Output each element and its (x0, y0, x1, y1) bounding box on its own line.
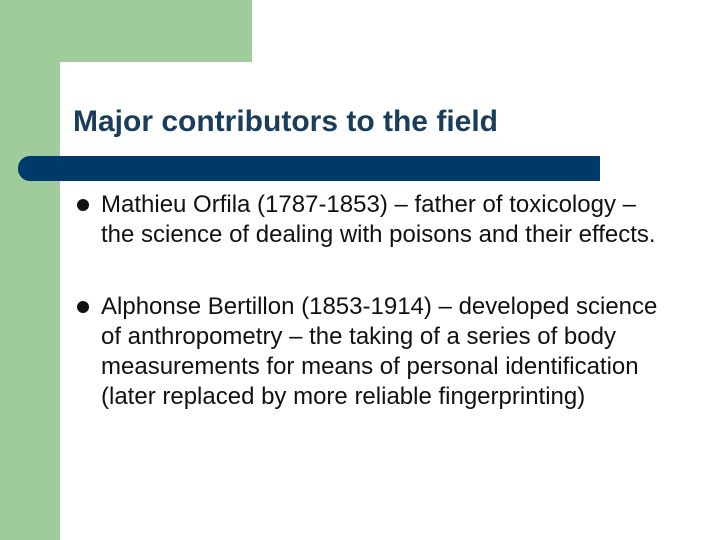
bullet-text: Mathieu Orfila (1787-1853) – father of toxicology – the science of dealing with poisons and their effects. (101, 191, 656, 248)
decorative-green-block-left (0, 0, 60, 540)
bullet-text: Alphonse Bertillon (1853-1914) – developed science of anthropometry – the taking of a series of body measurements for means of personal identification (later replaced by more reliable fingerprinting) (101, 293, 658, 410)
slide-title: Major contributors to the field (73, 105, 498, 138)
bullet-item-orfila (72, 190, 672, 250)
bullet-list (72, 190, 672, 454)
bullet-item-bertillon (72, 292, 672, 412)
bullet-dot-icon (77, 301, 89, 313)
bullet-dot-icon (77, 199, 89, 211)
title-underline-bar (18, 156, 600, 181)
